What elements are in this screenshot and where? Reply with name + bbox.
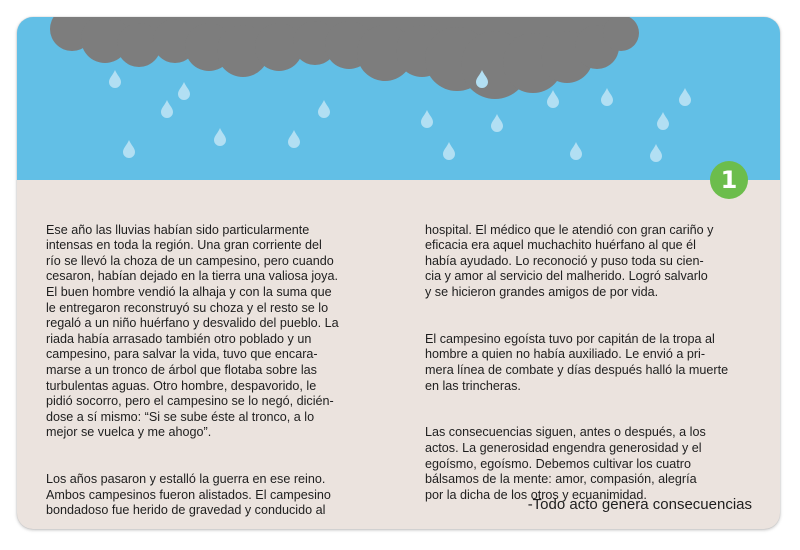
- raindrop-icon: [421, 110, 433, 128]
- raindrop-icon: [657, 112, 669, 130]
- moral-signature: -Todo acto genera consecuencias: [527, 496, 752, 513]
- raindrop-icon: [214, 128, 226, 146]
- raindrop-icon: [650, 144, 662, 162]
- raindrop-icon: [443, 142, 455, 160]
- raindrops: [109, 70, 691, 162]
- raindrop-icon: [679, 88, 691, 106]
- story-paragraph: hospital. El médico que le atendió con gran cariño y eficacia era aquel muchachito huérfano al que él había ayudado. Lo reconoció y puso toda su cien- cia y amor al servicio del malherido. Logró salvarlo y se hicieron grandes amigos de por vida.: [425, 222, 714, 299]
- raindrop-icon: [178, 82, 190, 100]
- story-card: [17, 17, 780, 529]
- raindrop-icon: [318, 100, 330, 118]
- raindrop-icon: [288, 130, 300, 148]
- story-paragraph: Los años pasaron y estalló la guerra en ese reino. Ambos campesinos fueron alistados. El campesino bondadoso fue herido de gravedad y conducido al: [46, 472, 331, 518]
- rain-scene: [17, 17, 780, 180]
- story-paragraph: Las consecuencias siguen, antes o después, a los actos. La generosidad engendra generosidad y el egoísmo, egoísmo. Debemos cultivar los cuatro bálsamos de la mente: amor, compasión, alegría por la dicha de los otros y ecuanimidad.: [425, 425, 706, 502]
- raindrop-icon: [570, 142, 582, 160]
- raindrop-icon: [547, 90, 559, 108]
- raindrop-icon: [123, 140, 135, 158]
- raindrop-icon: [161, 100, 173, 118]
- story-paragraph: El campesino egoísta tuvo por capitán de la tropa al hombre a quien no había auxiliado. Le envió a pri- mera línea de combate y días después halló la muerte en las trincheras.: [425, 331, 729, 393]
- raindrop-icon: [601, 88, 613, 106]
- page-number-badge: 1: [710, 161, 748, 199]
- story-column-left: [46, 207, 386, 529]
- raindrop-icon: [491, 114, 503, 132]
- story-column-right: [425, 207, 765, 529]
- raindrop-icon: [109, 70, 121, 88]
- rain-illustration: [17, 17, 780, 180]
- story-paragraph: Ese año las lluvias habían sido particularmente intensas en toda la región. Una gran corriente del río se llevó la choza de un campesino, pero cuando cesaron, habían dejado en la tierra una valiosa joya. El buen hombre vendió la alhaja y con la suma que le entregaron reconstruyó su choza y el resto se lo regaló a un niño huérfano y desvalido del pueblo. La riada había arrasado también otro poblado y un campesino, para salvar la vida, tuvo que encara- marse a un tronco de árbol que flotaba sobre las turbulentas aguas. Otro hombre, despavorido, le pidió socorro, pero el campesino se lo negó, dicién- dose a sí mismo: “Si se sube éste al tronco, a lo mejor se vuelca y me ahogo”.: [46, 222, 339, 440]
- cloud-icon: [50, 17, 639, 99]
